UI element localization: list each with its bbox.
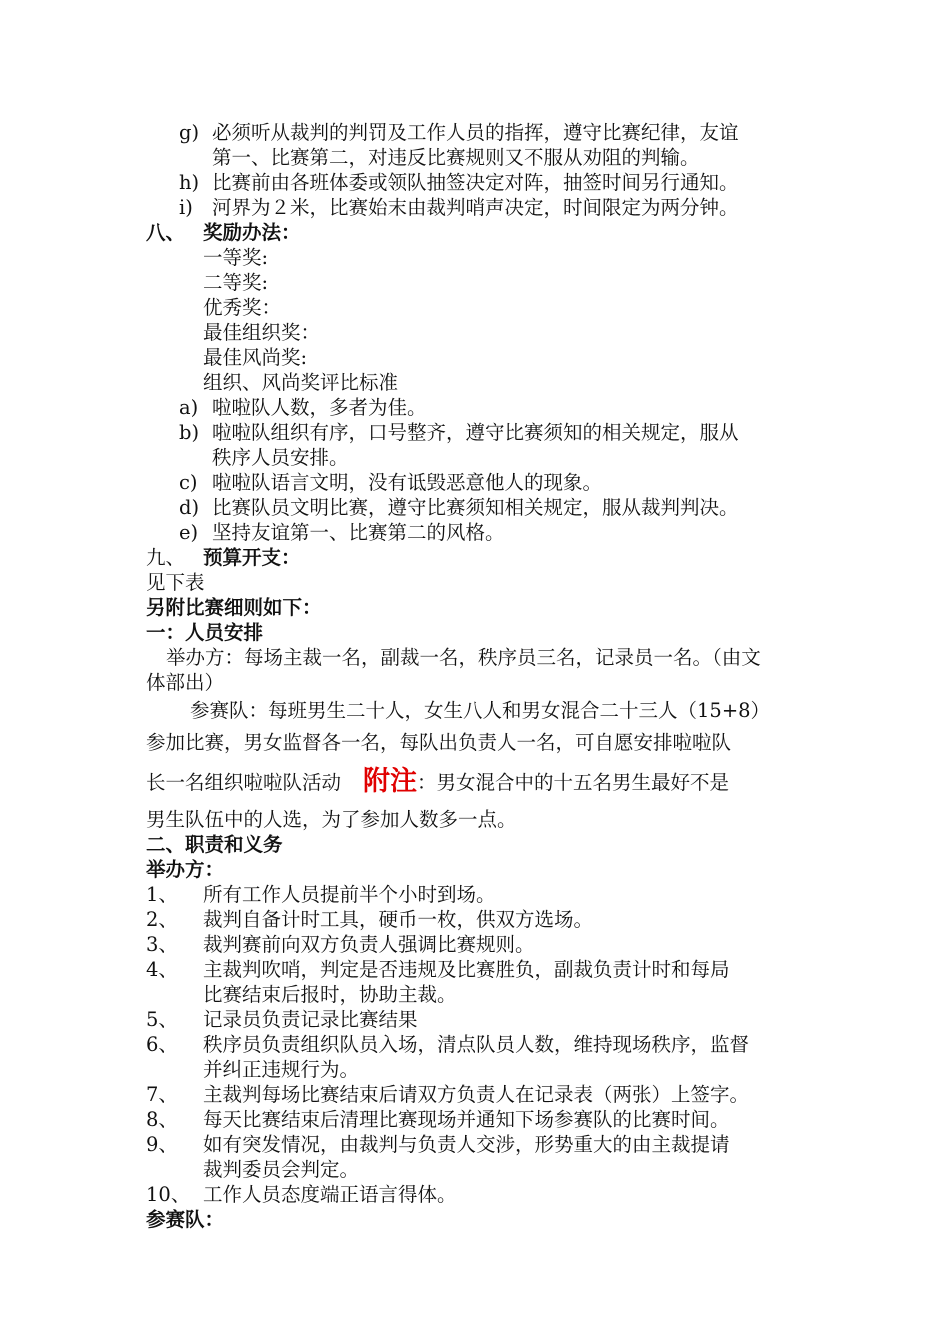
- duty-item: [146, 1132, 810, 1182]
- criteria-mark: b): [179, 421, 200, 444]
- document-body: [146, 120, 810, 1232]
- organizer-text: 体部出）: [146, 671, 225, 694]
- criteria-text: 啦啦队人数，多者为佳。: [212, 396, 427, 419]
- award-item: 优秀奖：: [203, 296, 282, 319]
- teams-text: 男生队伍中的人选，为了参加人数多一点。: [146, 808, 517, 831]
- duty-text: 工作人员态度端正语言得体。: [203, 1183, 457, 1206]
- rule-mark: h): [179, 171, 200, 194]
- duty-number: 8、: [146, 1108, 178, 1131]
- organizer-title: 举办方：: [146, 858, 225, 881]
- appendix-title: 另附比赛细则如下：: [146, 596, 322, 619]
- rule-mark: g): [179, 121, 200, 144]
- criteria-text: 秩序人员安排。: [212, 446, 349, 469]
- duty-number: 9、: [146, 1133, 178, 1156]
- criteria-item-b: [146, 420, 810, 470]
- duty-text: 每天比赛结束后清理比赛现场并通知下场参赛队的比赛时间。: [203, 1108, 730, 1131]
- criteria-mark: d): [179, 496, 200, 519]
- duty-text: 并纠正违规行为。: [203, 1058, 360, 1081]
- criteria-text: 啦啦队语言文明，没有诋毁恶意他人的现象。: [212, 471, 603, 494]
- teams-title: 参赛队：: [146, 1208, 225, 1231]
- criteria-mark: e): [179, 521, 199, 544]
- duty-item: [146, 1032, 810, 1082]
- part-title-duties: 二、职责和义务: [146, 833, 283, 856]
- note-label: 附注: [363, 766, 418, 797]
- duty-number: 2、: [146, 908, 178, 931]
- duty-number: 3、: [146, 933, 178, 956]
- duty-number: 5、: [146, 1008, 178, 1031]
- duty-item: [146, 907, 810, 932]
- duty-item: [146, 932, 810, 957]
- teams-text: 参赛队：每班男生二十人，女生八人和男女混合二十三人（15+8）: [190, 699, 771, 722]
- duty-text: 裁判赛前向双方负责人强调比赛规则。: [203, 933, 535, 956]
- award-item: 最佳风尚奖:: [203, 346, 308, 369]
- section-title: 预算开支：: [203, 546, 301, 569]
- rule-item-i: [146, 195, 810, 220]
- rule-text: 必须听从裁判的判罚及工作人员的指挥，遵守比赛纪律，友谊: [212, 121, 739, 144]
- criteria-item-c: [146, 470, 810, 495]
- rule-item-g: [146, 120, 810, 170]
- criteria-text: 比赛队员文明比赛，遵守比赛须知相关规定，服从裁判判决。: [212, 496, 739, 519]
- duty-text: 秩序员负责组织队员入场，清点队员人数，维持现场秩序，监督: [203, 1033, 750, 1056]
- duty-text: 主裁判吹哨，判定是否违规及比赛胜负，副裁负责计时和每局: [203, 958, 730, 981]
- criteria-mark: a): [179, 396, 199, 419]
- section-title: 奖励办法：: [203, 221, 301, 244]
- criteria-item-d: [146, 495, 810, 520]
- duty-text: 主裁判每场比赛结束后请双方负责人在记录表（两张）上签字。: [203, 1083, 750, 1106]
- duty-text: 裁判自备计时工具，硬币一枚，供双方选场。: [203, 908, 594, 931]
- organizer-text: 举办方：每场主裁一名，副裁一名，秩序员三名，记录员一名。（由文: [166, 646, 761, 669]
- criteria-item-e: [146, 520, 810, 545]
- duty-text: 记录员负责记录比赛结果: [203, 1008, 418, 1031]
- duty-text: 如有突发情况，由裁判与负责人交涉，形势重大的由主裁提请: [203, 1133, 730, 1156]
- duty-number: 7、: [146, 1083, 178, 1106]
- rule-item-h: [146, 170, 810, 195]
- duty-item: [146, 1107, 810, 1132]
- award-item: 最佳组织奖：: [203, 321, 321, 344]
- rule-text: 比赛前由各班体委或领队抽签决定对阵，抽签时间另行通知。: [212, 171, 739, 194]
- duty-item: [146, 1007, 810, 1032]
- duty-text: 比赛结束后报时，协助主裁。: [203, 983, 457, 1006]
- rule-mark: i): [179, 196, 193, 219]
- part-title-staffing: 一：人员安排: [146, 621, 264, 644]
- duty-number: 10、: [146, 1183, 191, 1206]
- award-item: 二等奖:: [203, 271, 269, 294]
- section-heading-awards: [146, 220, 810, 245]
- duty-number: 1、: [146, 883, 178, 906]
- note-text: ：男女混合中的十五名男生最好不是: [417, 771, 730, 794]
- duty-text: 所有工作人员提前半个小时到场。: [203, 883, 496, 906]
- duty-item: [146, 1182, 810, 1207]
- duty-text: 裁判委员会判定。: [203, 1158, 360, 1181]
- criteria-item-a: [146, 395, 810, 420]
- criteria-text: 啦啦队组织有序，口号整齐，遵守比赛须知的相关规定，服从: [212, 421, 739, 444]
- duty-item: [146, 957, 810, 1007]
- section-number: 八、: [146, 221, 186, 244]
- teams-text: 长一名组织啦啦队活动: [146, 771, 342, 794]
- criteria-text: 坚持友谊第一、比赛第二的风格。: [212, 521, 505, 544]
- budget-text: 见下表: [146, 571, 205, 594]
- duty-number: 4、: [146, 958, 178, 981]
- teams-note-line: [146, 766, 810, 797]
- teams-text: 参加比赛，男女监督各一名，每队出负责人一名，可自愿安排啦啦队: [146, 731, 732, 754]
- duty-item: [146, 882, 810, 907]
- duty-number: 6、: [146, 1033, 178, 1056]
- rule-text: 第一、比赛第二，对违反比赛规则又不服从劝阻的判输。: [212, 146, 700, 169]
- rule-text: 河界为２米，比赛始末由裁判哨声决定，时间限定为两分钟。: [212, 196, 739, 219]
- criteria-mark: c): [179, 471, 198, 494]
- award-item: 一等奖:: [203, 246, 269, 269]
- section-heading-budget: [146, 545, 810, 570]
- section-number: 九、: [146, 546, 186, 569]
- criteria-heading: 组织、风尚奖评比标准: [203, 371, 399, 394]
- duty-item: [146, 1082, 810, 1107]
